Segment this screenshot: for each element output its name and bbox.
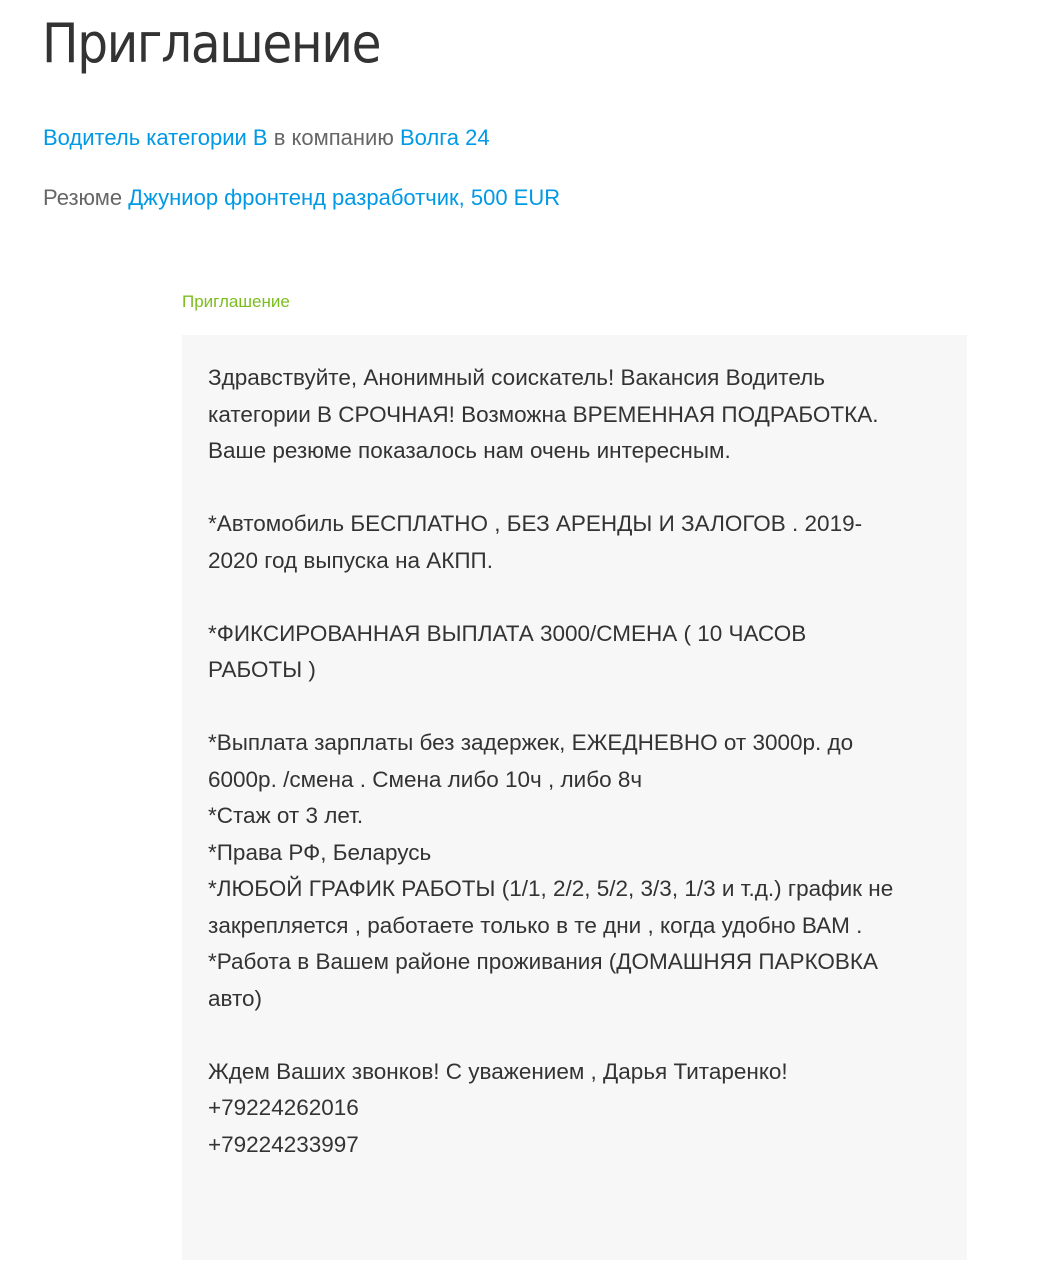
vacancy-connector-text: в компанию [267, 125, 400, 150]
page-title: Приглашение [42, 12, 381, 75]
resume-link[interactable]: Джуниор фронтенд разработчик, 500 EUR [128, 185, 561, 210]
message-label: Приглашение [182, 292, 290, 311]
resume-label: Резюме [43, 185, 129, 210]
vacancy-link[interactable]: Водитель категории B [43, 125, 268, 150]
message-box [182, 335, 967, 1260]
message-text: Здравствуйте, Анонимный соискатель! Вакансия Водитель категории В СРОЧНАЯ! Возможна ВРЕМЕННАЯ ПОДРАБОТКА. Ваше резюме показалось нам очень интересным. *Автомобиль БЕСПЛАТНО , БЕЗ АРЕНДЫ И ЗАЛОГОВ . 2019-2020 год выпуска на АКПП. *ФИКСИРОВАННАЯ ВЫПЛАТА 3000/СМЕНА ( 10 ЧАСОВ РАБОТЫ ) *Выплата зарплаты без задержек, ЕЖЕДНЕВНО от 3000р. до 6000р. /смена . Смена либо 10ч , либо 8ч *Стаж от 3 лет. *Права РФ, Беларусь *ЛЮБОЙ ГРАФИК РАБОТЫ (1/1, 2/2, 5/2, 3/3, 1/3 и т.д.) график не закрепляется , работаете только в те дни , когда удобно ВАМ . *Работа в Вашем районе проживания (ДОМАШНЯЯ ПАРКОВКА авто) Ждем Ваших звонков! С уважением , Дарья Титаренко! +79224262016 +79224233997 [208, 365, 894, 1157]
vacancy-line [43, 124, 490, 152]
resume-line [43, 184, 560, 212]
company-link[interactable]: Волга 24 [399, 125, 490, 150]
